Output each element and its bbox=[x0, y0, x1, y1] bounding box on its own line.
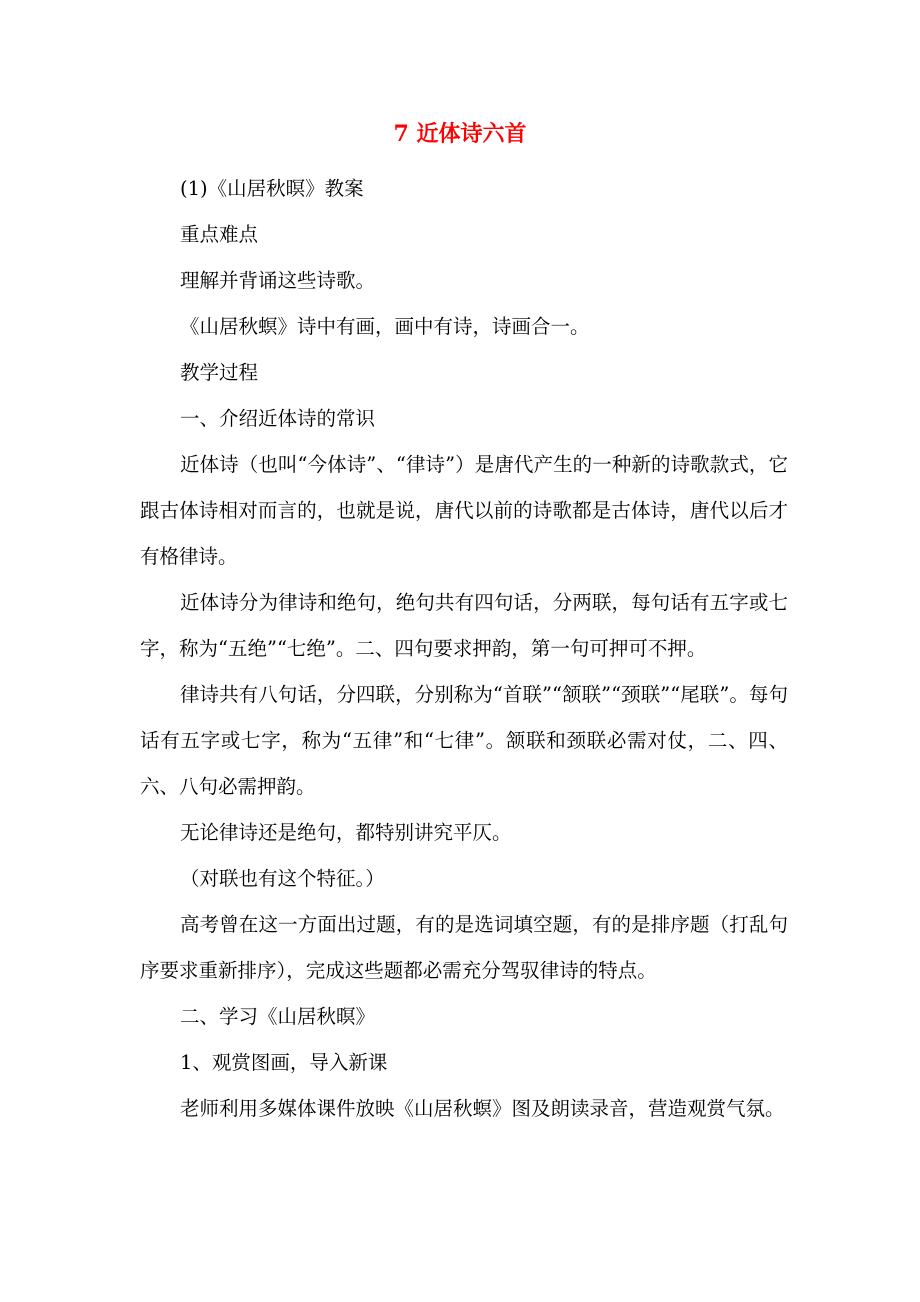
section-heading: 一、介绍近体诗的常识 bbox=[180, 407, 376, 430]
paragraph: 理解并背诵这些诗歌。 bbox=[180, 269, 376, 292]
key-points-heading: 重点难点 bbox=[180, 223, 259, 246]
paragraph: 无论律诗还是绝句，都特别讲究平仄。 bbox=[180, 821, 512, 844]
paragraph: 近体诗（也叫“今体诗”、“律诗”）是唐代产生的一种新的诗歌款式，它跟古体诗相对而言的，也就是说，唐代以前的诗歌都是古体诗，唐代以后才有格律诗。 bbox=[140, 453, 788, 568]
paragraph: 老师利用多媒体课件放映《山居秋螟》图及朗读录音，营造观赏气氛。 bbox=[180, 1097, 785, 1120]
paragraph: 近体诗分为律诗和绝句，绝句共有四句话，分两联，每句话有五字或七字，称为“五绝”“七绝”。二、四句要求押韵，第一句可押可不押。 bbox=[140, 591, 788, 660]
paragraph: 律诗共有八句话，分四联，分别称为“首联”“颔联”“颈联”“尾联”。每句话有五字或七字，称为“五律”和“七律”。颔联和颈联必需对仗，二、四、六、八句必需押韵。 bbox=[140, 683, 788, 798]
paragraph: 高考曾在这一方面出过题，有的是选词填空题，有的是排序题（打乱句序要求重新排序），完成这些题都必需充分驾驭律诗的特点。 bbox=[140, 913, 788, 982]
document-body bbox=[140, 166, 788, 1132]
paragraph: 《山居秋螟》诗中有画，画中有诗，诗画合一。 bbox=[180, 315, 590, 338]
teaching-process-heading: 教学过程 bbox=[180, 361, 259, 384]
subsection-heading: 1、观赏图画，导入新课 bbox=[180, 1051, 388, 1074]
document-title: 7 近体诗六首 bbox=[393, 121, 527, 147]
lesson-plan-heading: (1)《山居秋暝》教案 bbox=[180, 177, 364, 200]
section-heading: 二、学习《山居秋暝》 bbox=[180, 1005, 376, 1028]
paragraph: （对联也有这个特征。） bbox=[180, 867, 385, 890]
